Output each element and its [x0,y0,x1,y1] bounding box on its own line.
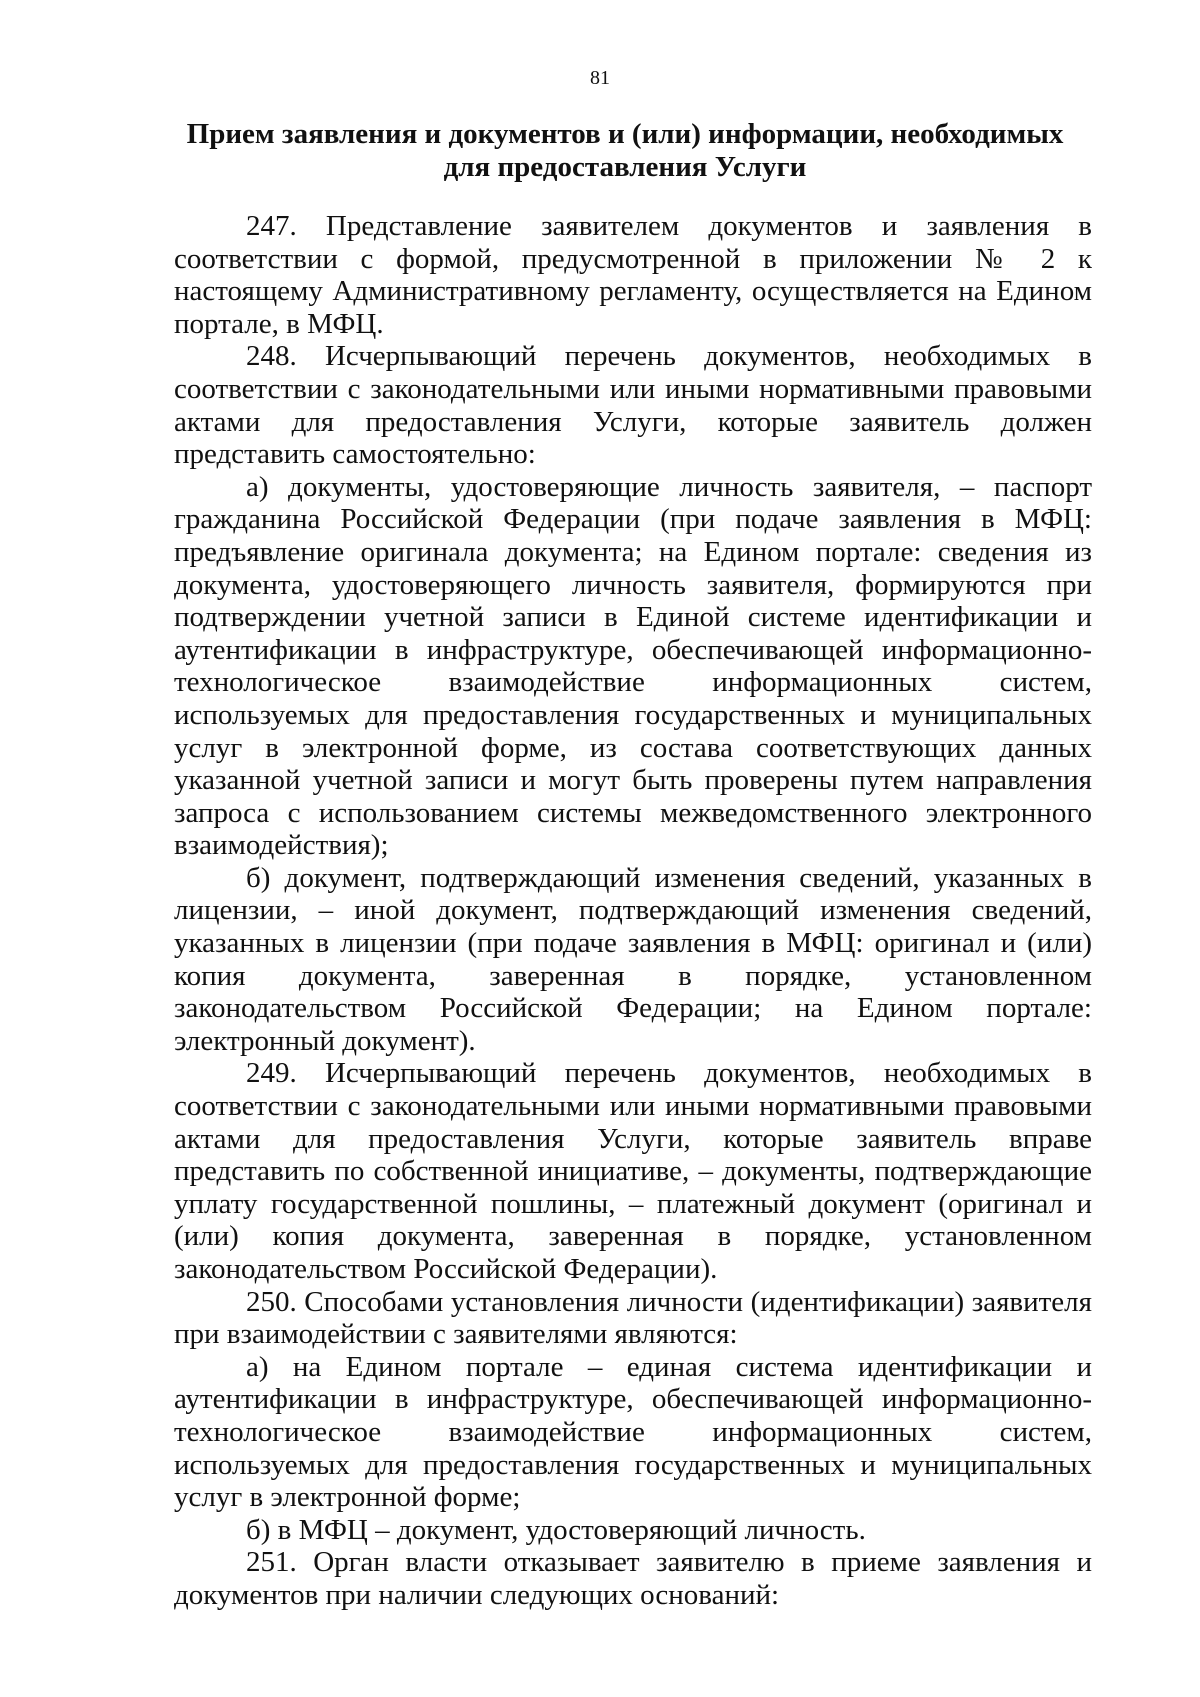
paragraph-250: 250. Способами установления личности (идентификации) заявителя при взаимодействии с заявителями являются: [174,1285,1092,1351]
document-body [174,210,1092,1612]
paragraph-248-b: б) документ, подтверждающий изменения сведений, указанных в лицензии, – иной документ, подтверждающий изменения сведений, указанных в лицензии (при подаче заявления в МФЦ: оригинал и (или) копия документа, заверенная в порядке, установленном законодательством Российской Федерации; на Едином портале: электронный документ). [174,861,1092,1057]
paragraph-250-b: б) в МФЦ – документ, удостоверяющий личность. [246,1513,866,1546]
paragraph-247: 247. Представление заявителем документов и заявления в соответствии с формой, предусмотренной в приложении № 2 к настоящему Административному регламенту, осуществляется на Едином портале, в МФЦ. [174,210,1092,340]
paragraph-251: 251. Орган власти отказывает заявителю в приеме заявления и документов при наличии следующих оснований: [174,1546,1092,1611]
paragraph-248-a: а) документы, удостоверяющие личность заявителя, – паспорт гражданина Российской Федерации (при подаче заявления в МФЦ: предъявление оригинала документа; на Едином портале: сведения из документа, удостоверяющего личность заявителя, формируются при подтверждении учетной записи в Единой системе идентификации и аутентификации в инфраструктуре, обеспечивающей информационно-технологическое взаимодействие информационных систем, используемых для предоставления государственных и муниципальных услуг в электронной форме, из состава соответствующих данных указанной учетной записи и могут быть проверены путем направления запроса с использованием системы межведомственного электронного взаимодействия); [174,470,1092,862]
paragraph-248: 248. Исчерпывающий перечень документов, необходимых в соответствии с законодательными или иными нормативными правовыми актами для предоставления Услуги, которые заявитель должен представить самостоятельно: [174,340,1092,471]
section-heading: Прием заявления и документов и (или) информации, необходимых для предоставления Услуги [186,118,1064,183]
paragraph-250-a: а) на Едином портале – единая система идентификации и аутентификации в инфраструктуре, обеспечивающей информационно-технологическое взаимодействие информационных систем, используемых для предоставления государственных и муниципальных услуг в электронной форме; [174,1350,1092,1514]
paragraph-249: 249. Исчерпывающий перечень документов, необходимых в соответствии с законодательными или иными нормативными правовыми актами для предоставления Услуги, которые заявитель вправе представить по собственной инициативе, – документы, подтверждающие уплату государственной пошлины, – платежный документ (оригинал и (или) копия документа, заверенная в порядке, установленном законодательством Российской Федерации). [174,1057,1092,1285]
page-number: 81 [590,67,610,89]
